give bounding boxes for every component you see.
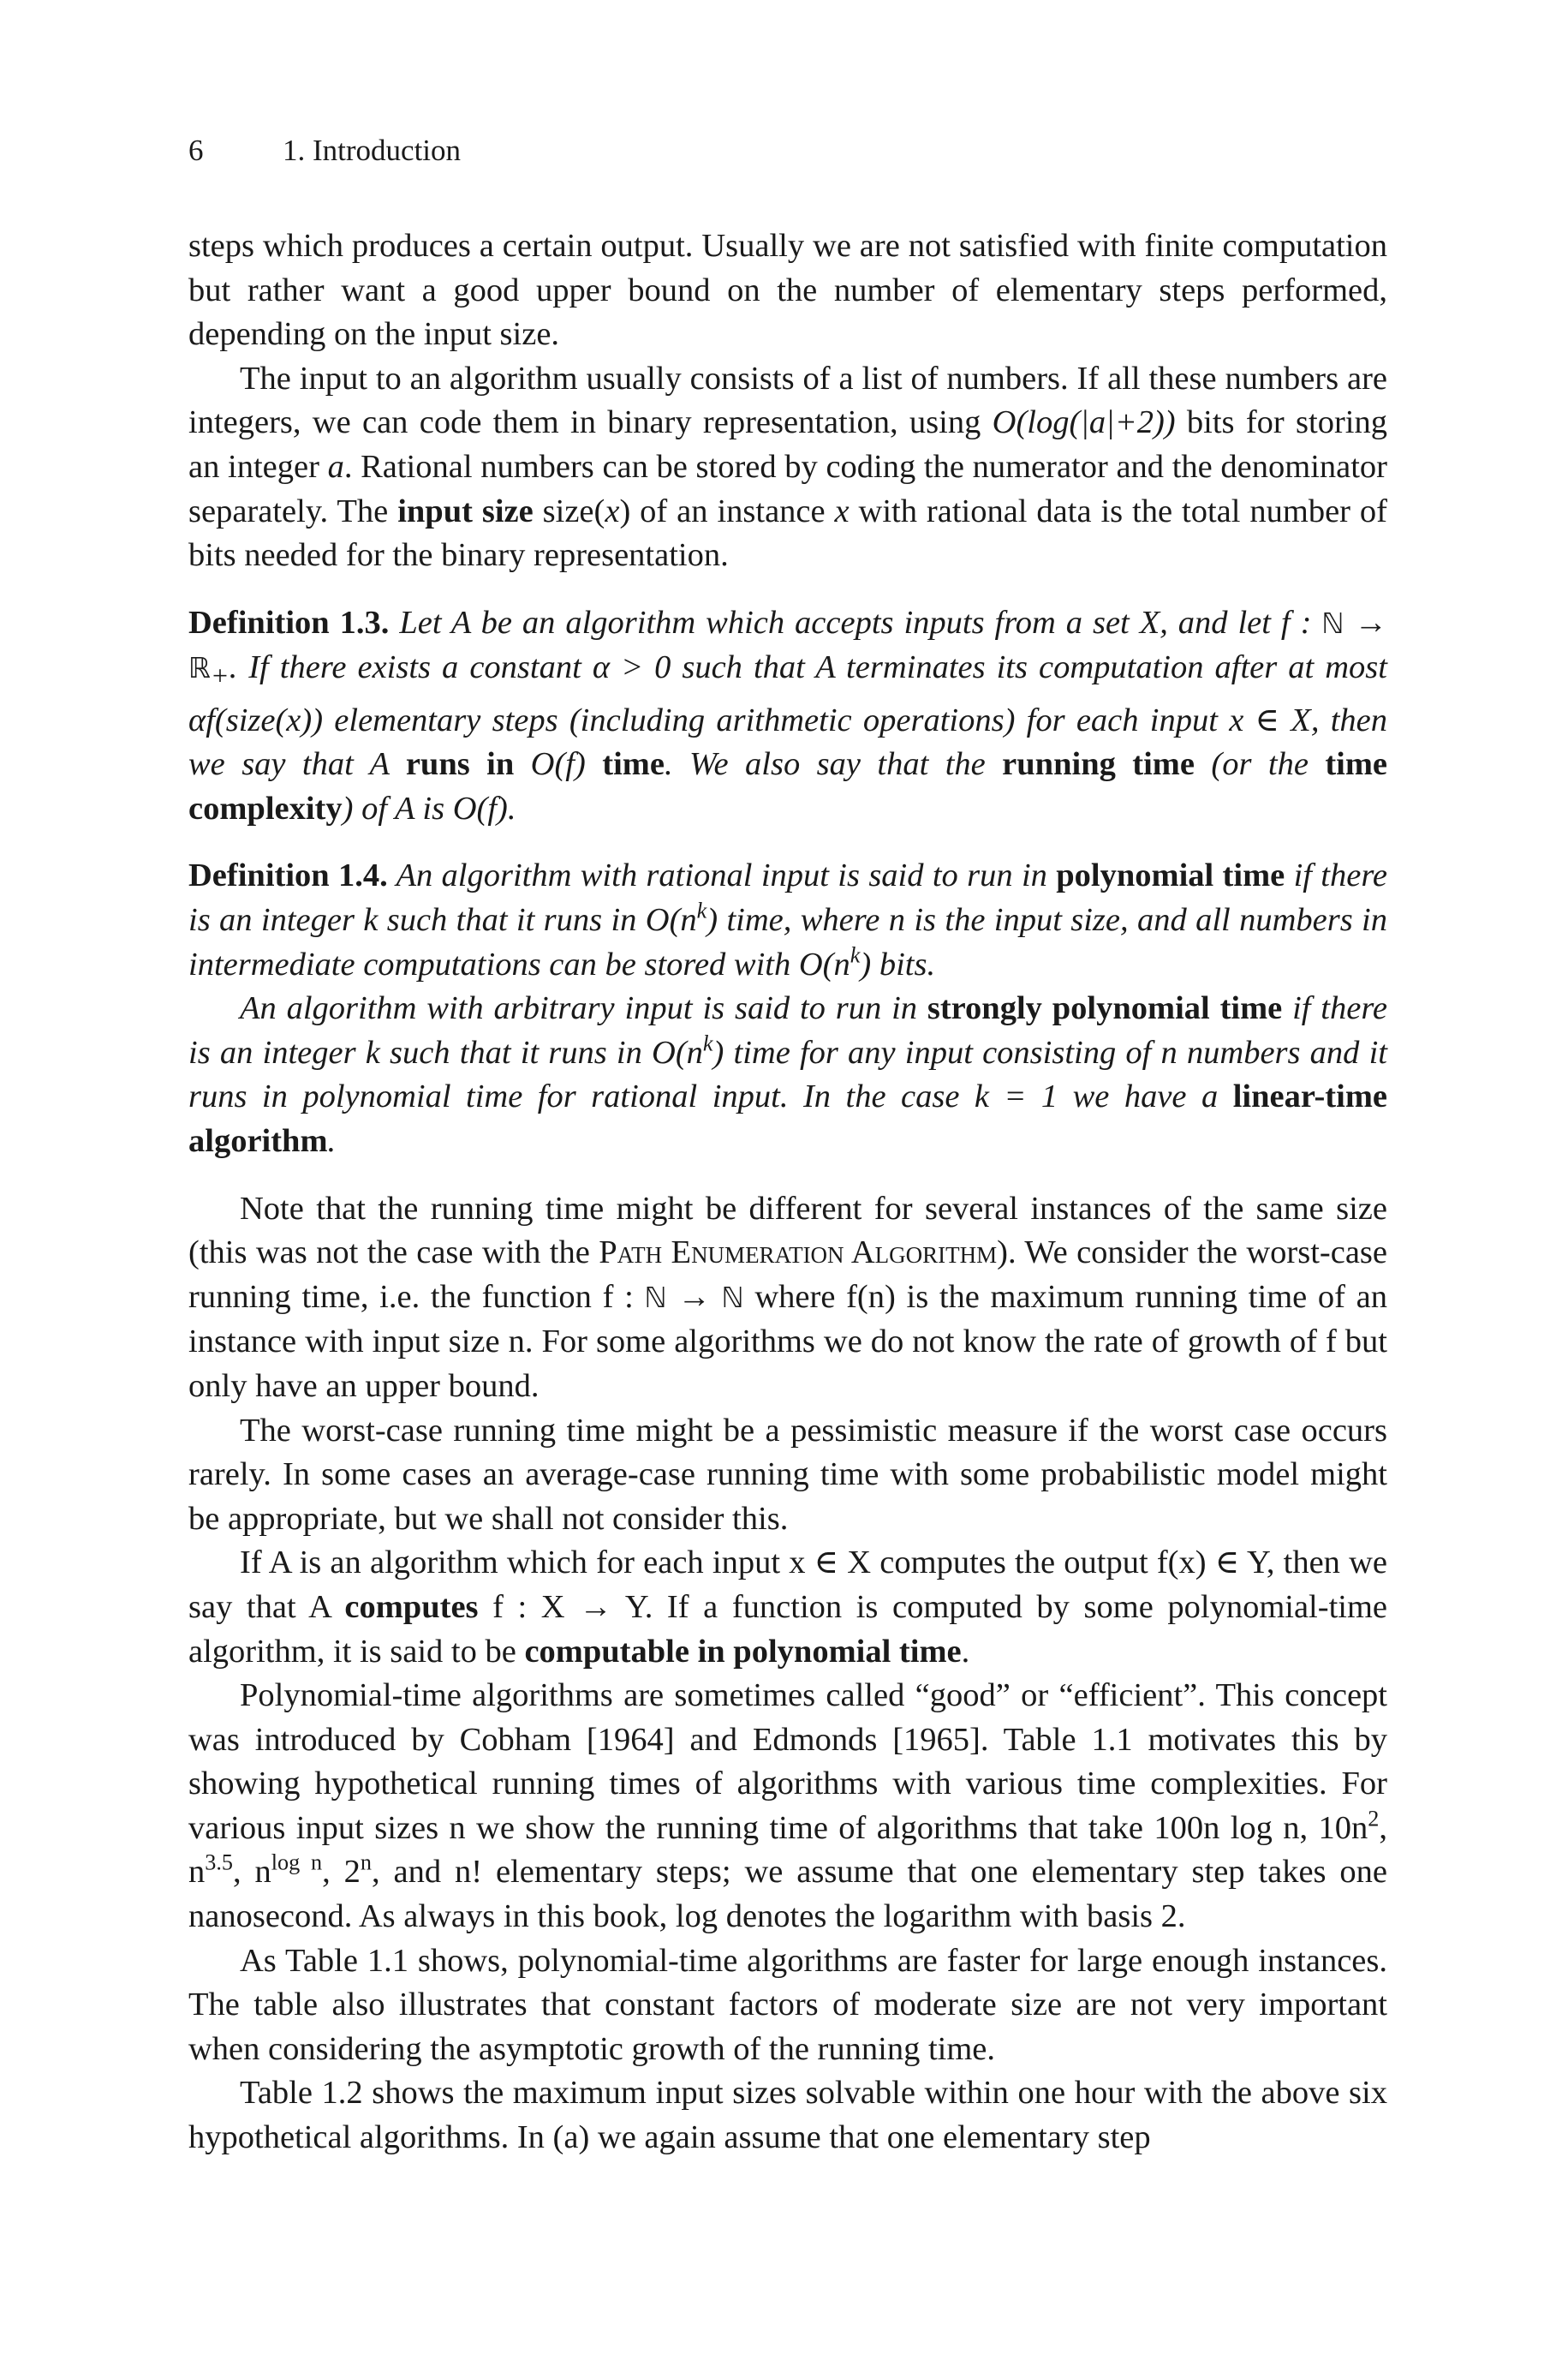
definition-1-3: Definition 1.3. Let A be an algorithm which accepts inputs from a set X, and let f : ℕ → ℝ$_+$. If there exists a constant α > 0 such that A terminates its computation after at most αf(size(x)) elementary steps (including arithmetic operations) for each input x ∈ X, then we say that A runs in O(f) time. We also say that the running time (or the time complexity) of A is O(f). bbox=[188, 604, 1388, 827]
running-header bbox=[188, 135, 461, 165]
paragraph-table-1-2: Table 1.2 shows the maximum input sizes solvable within one hour with the above six hypothetical algorithms. In (a) we again assume that one elementary step bbox=[188, 2075, 1387, 2156]
paragraph-table-1-1: As Table 1.1 shows, polynomial-time algorithms are faster for large enough instances. The table also illustrates that constant factors of moderate size are not very important when considering the asymptotic growth of the running time. bbox=[188, 1942, 1387, 2067]
term-input-size: input size bbox=[397, 493, 534, 529]
running-title: 1. Introduction bbox=[283, 134, 462, 167]
page-number: 6 bbox=[188, 134, 204, 167]
body-text bbox=[188, 224, 1387, 2160]
paragraph-computes: If A is an algorithm which for each input x ∈ X computes the output f(x) ∈ Y, then we say that A computes f : X → Y. If a function is computed by some polynomial-time algorithm, it is said to be computable in polynomial time. bbox=[188, 1545, 1387, 1670]
paragraph-steps: steps which produces a certain output. Usually we are not satisfied with finite computation but rather want a good upper bound on the number of elementary steps performed, depending on the input size. bbox=[188, 228, 1387, 353]
definition-1-4: Definition 1.4. An algorithm with rational input is said to run in polynomial time if there is an integer k such that it runs in $O(n^k)$ time, where n is the input size, and all numbers in intermediate computations can be stored with $O(n^k)$ bits. bbox=[188, 857, 1387, 983]
paragraph-polynomial-good: Polynomial-time algorithms are sometimes called “good” or “efficient”. This concept was introduced by Cobham [1964] and Edmonds [1965]. Table 1.1 motivates this by showing hypothetical running times of algorithms with various time complexities. For various input sizes n we show the running time of algorithms that take 100n log n, $10n^2$, $n^{3.5}$, $n^{log n}$, 2$^n$, and n! elementary steps; we assume that one elementary step takes one nanosecond. As always in this book, log denotes the logarithm with basis 2. bbox=[188, 1677, 1388, 1935]
paragraph-worst-case: Note that the running time might be different for several instances of the same size (this was not the case with the Path Enumeration Algorithm). We consider the worst-case running time, i.e. the function f : ℕ → ℕ where f(n) is the maximum running time of an instance with input size n. For some algorithms we do not know the rate of growth of f but only have an upper bound. bbox=[188, 1190, 1388, 1404]
definition-1-4-continued: An algorithm with arbitrary input is said to run in strongly polynomial time if there is an integer k such that it runs in $O(n^k)$ time for any input consisting of n numbers and it runs in polynomial time for rational input. In the case k = 1 we have a linear-time algorithm. bbox=[188, 990, 1387, 1159]
definition-label: Definition 1.4. bbox=[188, 857, 388, 894]
paragraph-input-size: The input to an algorithm usually consists of a list of numbers. If all these numbers are integers, we can code them in binary representation, using O(log(|a|+2)) bits for storing an integer a. Rational numbers can be stored by coding the numerator and the denominator separately. The input size size(x) of an instance x with rational data is the total number of bits needed for the binary representation. bbox=[188, 360, 1387, 574]
definition-label: Definition 1.3. bbox=[188, 604, 390, 641]
paragraph-average-case: The worst-case running time might be a pessimistic measure if the worst case occurs rarely. In some cases an average-case running time with some probabilistic model might be appropriate, but we shall not consider this. bbox=[188, 1412, 1387, 1537]
